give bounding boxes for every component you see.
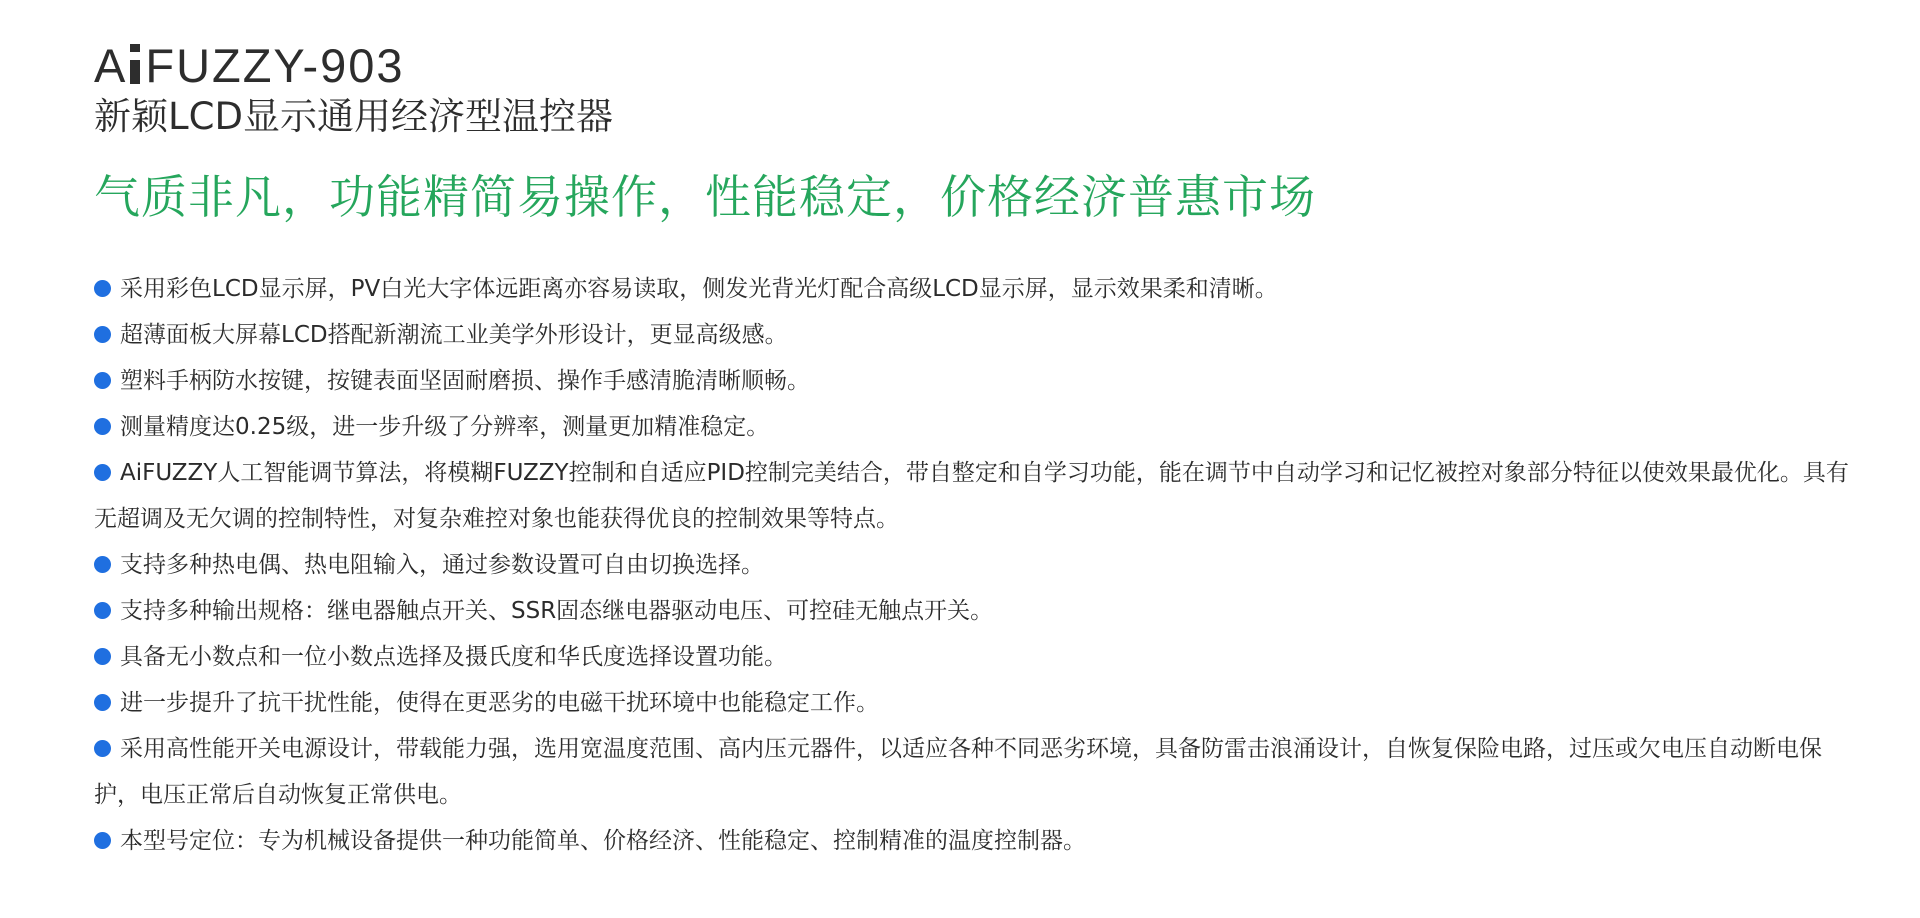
feature-text: 采用高性能开关电源设计，带载能力强，选用宽温度范围、高内压元器件，以适应各种不同恶劣环境，具备防雷击浪涌设计，自恢复保险电路，过压或欠电压自动断电保护，电压正常后自动恢复正常供电。: [94, 736, 1822, 808]
feature-item: [94, 588, 1854, 634]
bullet-dot-icon: [94, 648, 111, 665]
feature-text: 塑料手柄防水按键，按键表面坚固耐磨损、操作手感清脆清晰顺畅。: [120, 368, 810, 394]
bullet-dot-icon: [94, 602, 111, 619]
model-prefix: A: [94, 39, 128, 92]
bullet-dot-icon: [94, 326, 111, 343]
bullet-dot-icon: [94, 464, 111, 481]
feature-item: [94, 450, 1854, 542]
slogan: 气质非凡，功能精简易操作，性能稳定，价格经济普惠市场: [94, 170, 1316, 224]
feature-item: [94, 542, 1854, 588]
feature-item: [94, 312, 1854, 358]
feature-item: [94, 818, 1854, 864]
bullet-dot-icon: [94, 556, 111, 573]
feature-item: [94, 726, 1854, 818]
feature-list: [94, 266, 1854, 864]
feature-text: 本型号定位：专为机械设备提供一种功能简单、价格经济、性能稳定、控制精准的温度控制器。: [120, 828, 1086, 854]
feature-text: 进一步提升了抗干扰性能，使得在更恶劣的电磁干扰环境中也能稳定工作。: [120, 690, 879, 716]
feature-item: [94, 404, 1854, 450]
bullet-dot-icon: [94, 372, 111, 389]
feature-item: [94, 266, 1854, 312]
feature-text: 具备无小数点和一位小数点选择及摄氏度和华氏度选择设置功能。: [120, 644, 787, 670]
feature-text: 超薄面板大屏幕LCD搭配新潮流工业美学外形设计，更显高级感。: [120, 322, 788, 348]
feature-text: 支持多种输出规格：继电器触点开关、SSR固态继电器驱动电压、可控硅无触点开关。: [120, 598, 994, 624]
feature-item: [94, 680, 1854, 726]
bullet-dot-icon: [94, 740, 111, 757]
product-subtitle: 新颖LCD显示通用经济型温控器: [94, 95, 613, 138]
model-name: [94, 38, 1854, 94]
feature-text: 支持多种热电偶、热电阻输入，通过参数设置可自由切换选择。: [120, 552, 764, 578]
feature-text: 测量精度达0.25级，进一步升级了分辨率，测量更加精准稳定。: [120, 414, 770, 440]
bullet-dot-icon: [94, 280, 111, 297]
ai-logo-i-glyph: [128, 46, 142, 82]
bullet-dot-icon: [94, 694, 111, 711]
product-spec-page: [94, 38, 1854, 864]
bullet-dot-icon: [94, 418, 111, 435]
feature-item: [94, 634, 1854, 680]
feature-text: 采用彩色LCD显示屏，PV白光大字体远距离亦容易读取，侧发光背光灯配合高级LCD显示屏，显示效果柔和清晰。: [120, 276, 1278, 302]
bullet-dot-icon: [94, 832, 111, 849]
feature-text: AiFUZZY人工智能调节算法，将模糊FUZZY控制和自适应PID控制完美结合，带自整定和自学习功能，能在调节中自动学习和记忆被控对象部分特征以使效果最优化。具有无超调及无欠调的控制特性，对复杂难控对象也能获得优良的控制效果等特点。: [94, 460, 1849, 532]
feature-item: [94, 358, 1854, 404]
model-suffix: FUZZY-903: [145, 39, 405, 92]
